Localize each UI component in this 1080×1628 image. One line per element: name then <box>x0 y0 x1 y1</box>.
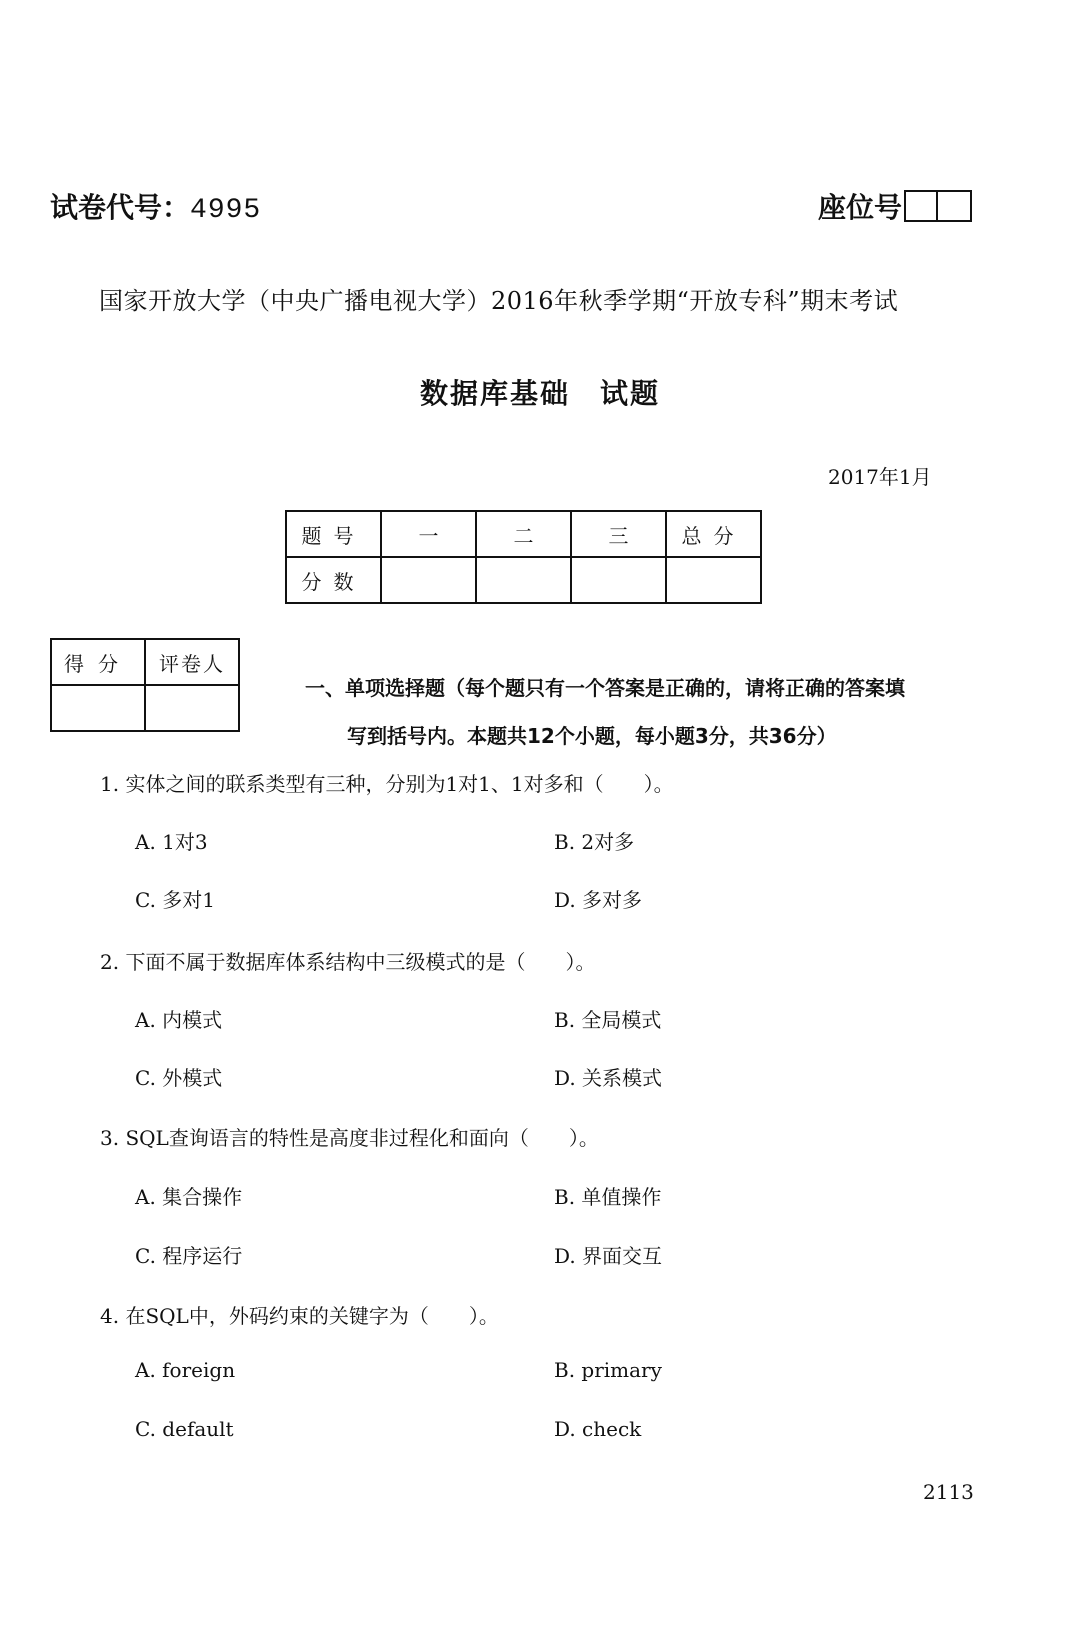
score-table-cell: 题号 <box>286 511 381 557</box>
section-heading-continued: 写到括号内。本题共12个小题，每小题3分，共36分） <box>347 724 837 748</box>
answer-option: B. 单值操作 <box>554 1185 662 1209</box>
seat-box-cell <box>938 190 972 222</box>
question-stem: 3. SQL查询语言的特性是高度非过程化和面向（ ）。 <box>100 1126 599 1150</box>
answer-option: A. foreign <box>135 1358 236 1382</box>
grader-table-cell: 得分 <box>51 639 145 685</box>
answer-option: B. 全局模式 <box>554 1008 662 1032</box>
grader-entry-cell <box>145 685 239 731</box>
section-heading: 一、单项选择题（每个题只有一个答案是正确的，请将正确的答案填 <box>305 676 905 700</box>
answer-option: B. primary <box>554 1358 662 1382</box>
answer-option: D. 多对多 <box>554 888 643 912</box>
seat-label: 座位号 <box>818 191 903 224</box>
exam-date: 2017年1月 <box>828 465 932 489</box>
score-entry-cell <box>381 557 476 603</box>
score-table-cell: 三 <box>571 511 666 557</box>
seat-number <box>818 186 972 226</box>
score-table-cell: 总分 <box>666 511 761 557</box>
score-table-cell: 分数 <box>286 557 381 603</box>
answer-option: C. default <box>135 1417 234 1441</box>
answer-option: D. 关系模式 <box>554 1066 663 1090</box>
grader-entry-cell <box>51 685 145 731</box>
answer-option: A. 1对3 <box>135 830 208 854</box>
score-entry-cell <box>666 557 761 603</box>
paper-code <box>50 186 261 226</box>
grader-table <box>50 638 240 732</box>
seat-box-cell <box>904 190 938 222</box>
score-entry-cell <box>571 557 666 603</box>
answer-option: D. check <box>554 1417 642 1441</box>
grader-table-cell: 评卷人 <box>145 639 239 685</box>
answer-option: A. 集合操作 <box>135 1185 243 1209</box>
score-table-score-row <box>286 557 761 603</box>
answer-option: B. 2对多 <box>554 830 635 854</box>
paper-code-value: 4995 <box>190 195 262 226</box>
score-table <box>285 510 762 604</box>
seat-number-boxes <box>904 190 972 222</box>
exam-title: 国家开放大学（中央广播电视大学）2016年秋季学期“开放专科”期末考试 <box>99 287 899 315</box>
answer-option: C. 程序运行 <box>135 1244 243 1268</box>
grader-table-entry-row <box>51 685 239 731</box>
paper-code-label: 试卷代号： <box>50 191 191 224</box>
answer-option: D. 界面交互 <box>554 1244 663 1268</box>
grader-table-header-row <box>51 639 239 685</box>
score-entry-cell <box>476 557 571 603</box>
page-number: 2113 <box>923 1480 974 1504</box>
question-stem: 2. 下面不属于数据库体系结构中三级模式的是（ ）。 <box>100 950 596 974</box>
question-stem: 1. 实体之间的联系类型有三种，分别为1对1、1对多和（ ）。 <box>100 772 674 796</box>
score-table-cell: 二 <box>476 511 571 557</box>
score-table-header-row <box>286 511 761 557</box>
answer-option: C. 多对1 <box>135 888 216 912</box>
answer-option: C. 外模式 <box>135 1066 223 1090</box>
score-table-cell: 一 <box>381 511 476 557</box>
subject-title: 数据库基础 试题 <box>419 377 660 410</box>
answer-option: A. 内模式 <box>135 1008 223 1032</box>
question-stem: 4. 在SQL中，外码约束的关键字为（ ）。 <box>100 1304 499 1328</box>
